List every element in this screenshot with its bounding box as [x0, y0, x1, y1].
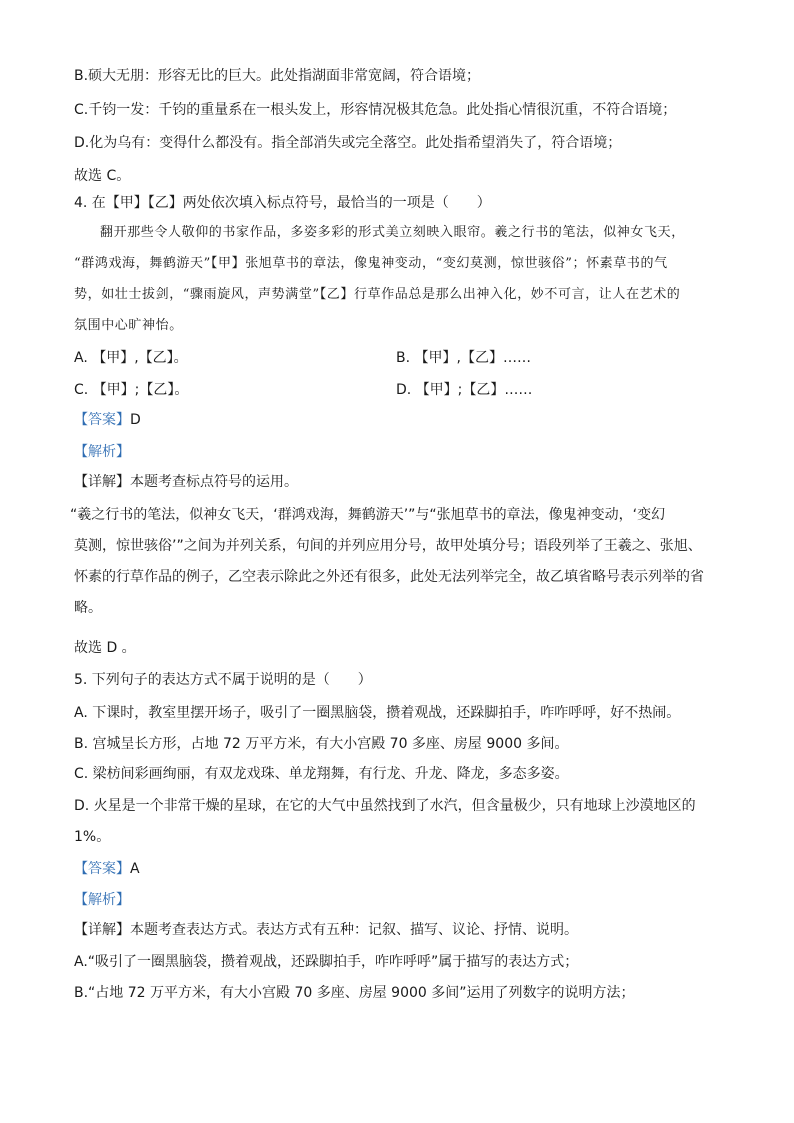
answer-value: D [130, 412, 141, 428]
option-explanation-c: C.千钧一发：千钧的重量系在一根头发上，形容情况极其危急。此处指心情很沉重，不符合语境； [74, 102, 677, 118]
q5-option-c: C. 梁枋间彩画绚丽，有双龙戏珠、单龙翔舞，有行龙、升龙、降龙，多态多姿。 [74, 766, 569, 782]
q4-option-c: C. 【甲】;【乙】。 [74, 382, 189, 398]
question-5-stem: 5. 下列句子的表达方式不属于说明的是（ ） [74, 672, 372, 688]
detail-text: 本题考查表达方式。表达方式有五种：记叙、描写、议论、抒情、说明。 [130, 922, 578, 938]
passage-line: 翻开那些令人敬仰的书家作品，多姿多彩的形式美立刻映入眼帘。羲之行书的笔法，似神女飞天， [100, 225, 685, 240]
q4-detail-line: 怀素的行草作品的例子，乙空表示除此之外还有很多，此处无法列举完全，故乙填省略号表示列举的省 [74, 569, 704, 585]
q5-option-d-cont: 1%。 [74, 829, 111, 845]
detail-tag: 【详解】 [74, 922, 130, 938]
answer-tag: 【答案】 [74, 412, 130, 428]
q4-answer [74, 410, 141, 430]
q5-option-b: B. 宫城呈长方形，占地 72 万平方米，有大小宫殿 70 多座、房屋 9000 多间。 [74, 736, 569, 752]
conclusion-text: 故选 C。 [74, 168, 131, 184]
detail-tag: 【详解】 [74, 474, 130, 490]
q4-detail-line [74, 472, 298, 492]
q5-option-a: A. 下课时，教室里摆开场子，吸引了一圈黑脑袋，攒着观战，还跺脚拍手，咋咋呼呼，好不热闹。 [74, 705, 681, 721]
passage-line: “群鸿戏海，舞鹤游天”【甲】张旭草书的章法，像鬼神变动，“变幻莫测，惊世骇俗”；怀素草书的气 [74, 256, 668, 271]
question-4-stem: 4. 在【甲】【乙】两处依次填入标点符号，最恰当的一项是（ ） [74, 195, 491, 211]
q4-detail-line: 莫测，惊世骇俗’”之间为并列关系，句间的并列应用分号，故甲处填分号；语段列举了王羲之、张旭、 [74, 538, 702, 554]
q5-detail-line [74, 920, 578, 940]
q5-detail-line: B.“占地 72 万平方米，有大小宫殿 70 多座、房屋 9000 多间”运用了列数字的说明方法； [74, 985, 635, 1001]
q4-option-b: B. 【甲】,【乙】…… [396, 350, 531, 366]
q4-option-d: D. 【甲】;【乙】…… [396, 382, 533, 398]
q5-analysis-tag: 【解析】 [74, 892, 130, 908]
detail-text: 本题考查标点符号的运用。 [130, 474, 298, 490]
q4-analysis-tag: 【解析】 [74, 444, 130, 460]
q4-detail-line: 略。 [74, 600, 102, 616]
option-explanation-d: D.化为乌有：变得什么都没有。指全部消失或完全落空。此处指希望消失了，符合语境； [74, 135, 622, 151]
q4-conclusion: 故选 D 。 [74, 640, 136, 656]
q5-detail-line: A.“吸引了一圈黑脑袋，攒着观战，还跺脚拍手，咋咋呼呼”属于描写的表达方式； [74, 954, 579, 970]
answer-tag: 【答案】 [74, 861, 130, 877]
option-explanation-b: B.硕大无朋：形容无比的巨大。此处指湖面非常宽阔，符合语境； [74, 68, 481, 84]
q5-option-d: D. 火星是一个非常干燥的星球，在它的大气中虽然找到了水汽，但含量极少，只有地球上沙漠地区的 [74, 798, 696, 814]
q5-answer [74, 859, 140, 879]
q4-option-a: A. 【甲】,【乙】。 [74, 350, 188, 366]
passage-line: 势，如壮士拔剑，“骤雨旋风，声势满堂”【乙】行草作品总是那么出神入化，妙不可言，让人在艺术的 [74, 287, 681, 302]
q4-detail-line: “羲之行书的笔法，似神女飞天，‘群鸿戏海，舞鹤游天’”与“张旭草书的章法，像鬼神变动，‘变幻 [70, 507, 666, 523]
passage-line: 氛围中心旷神怡。 [74, 318, 183, 333]
answer-value: A [130, 861, 140, 877]
